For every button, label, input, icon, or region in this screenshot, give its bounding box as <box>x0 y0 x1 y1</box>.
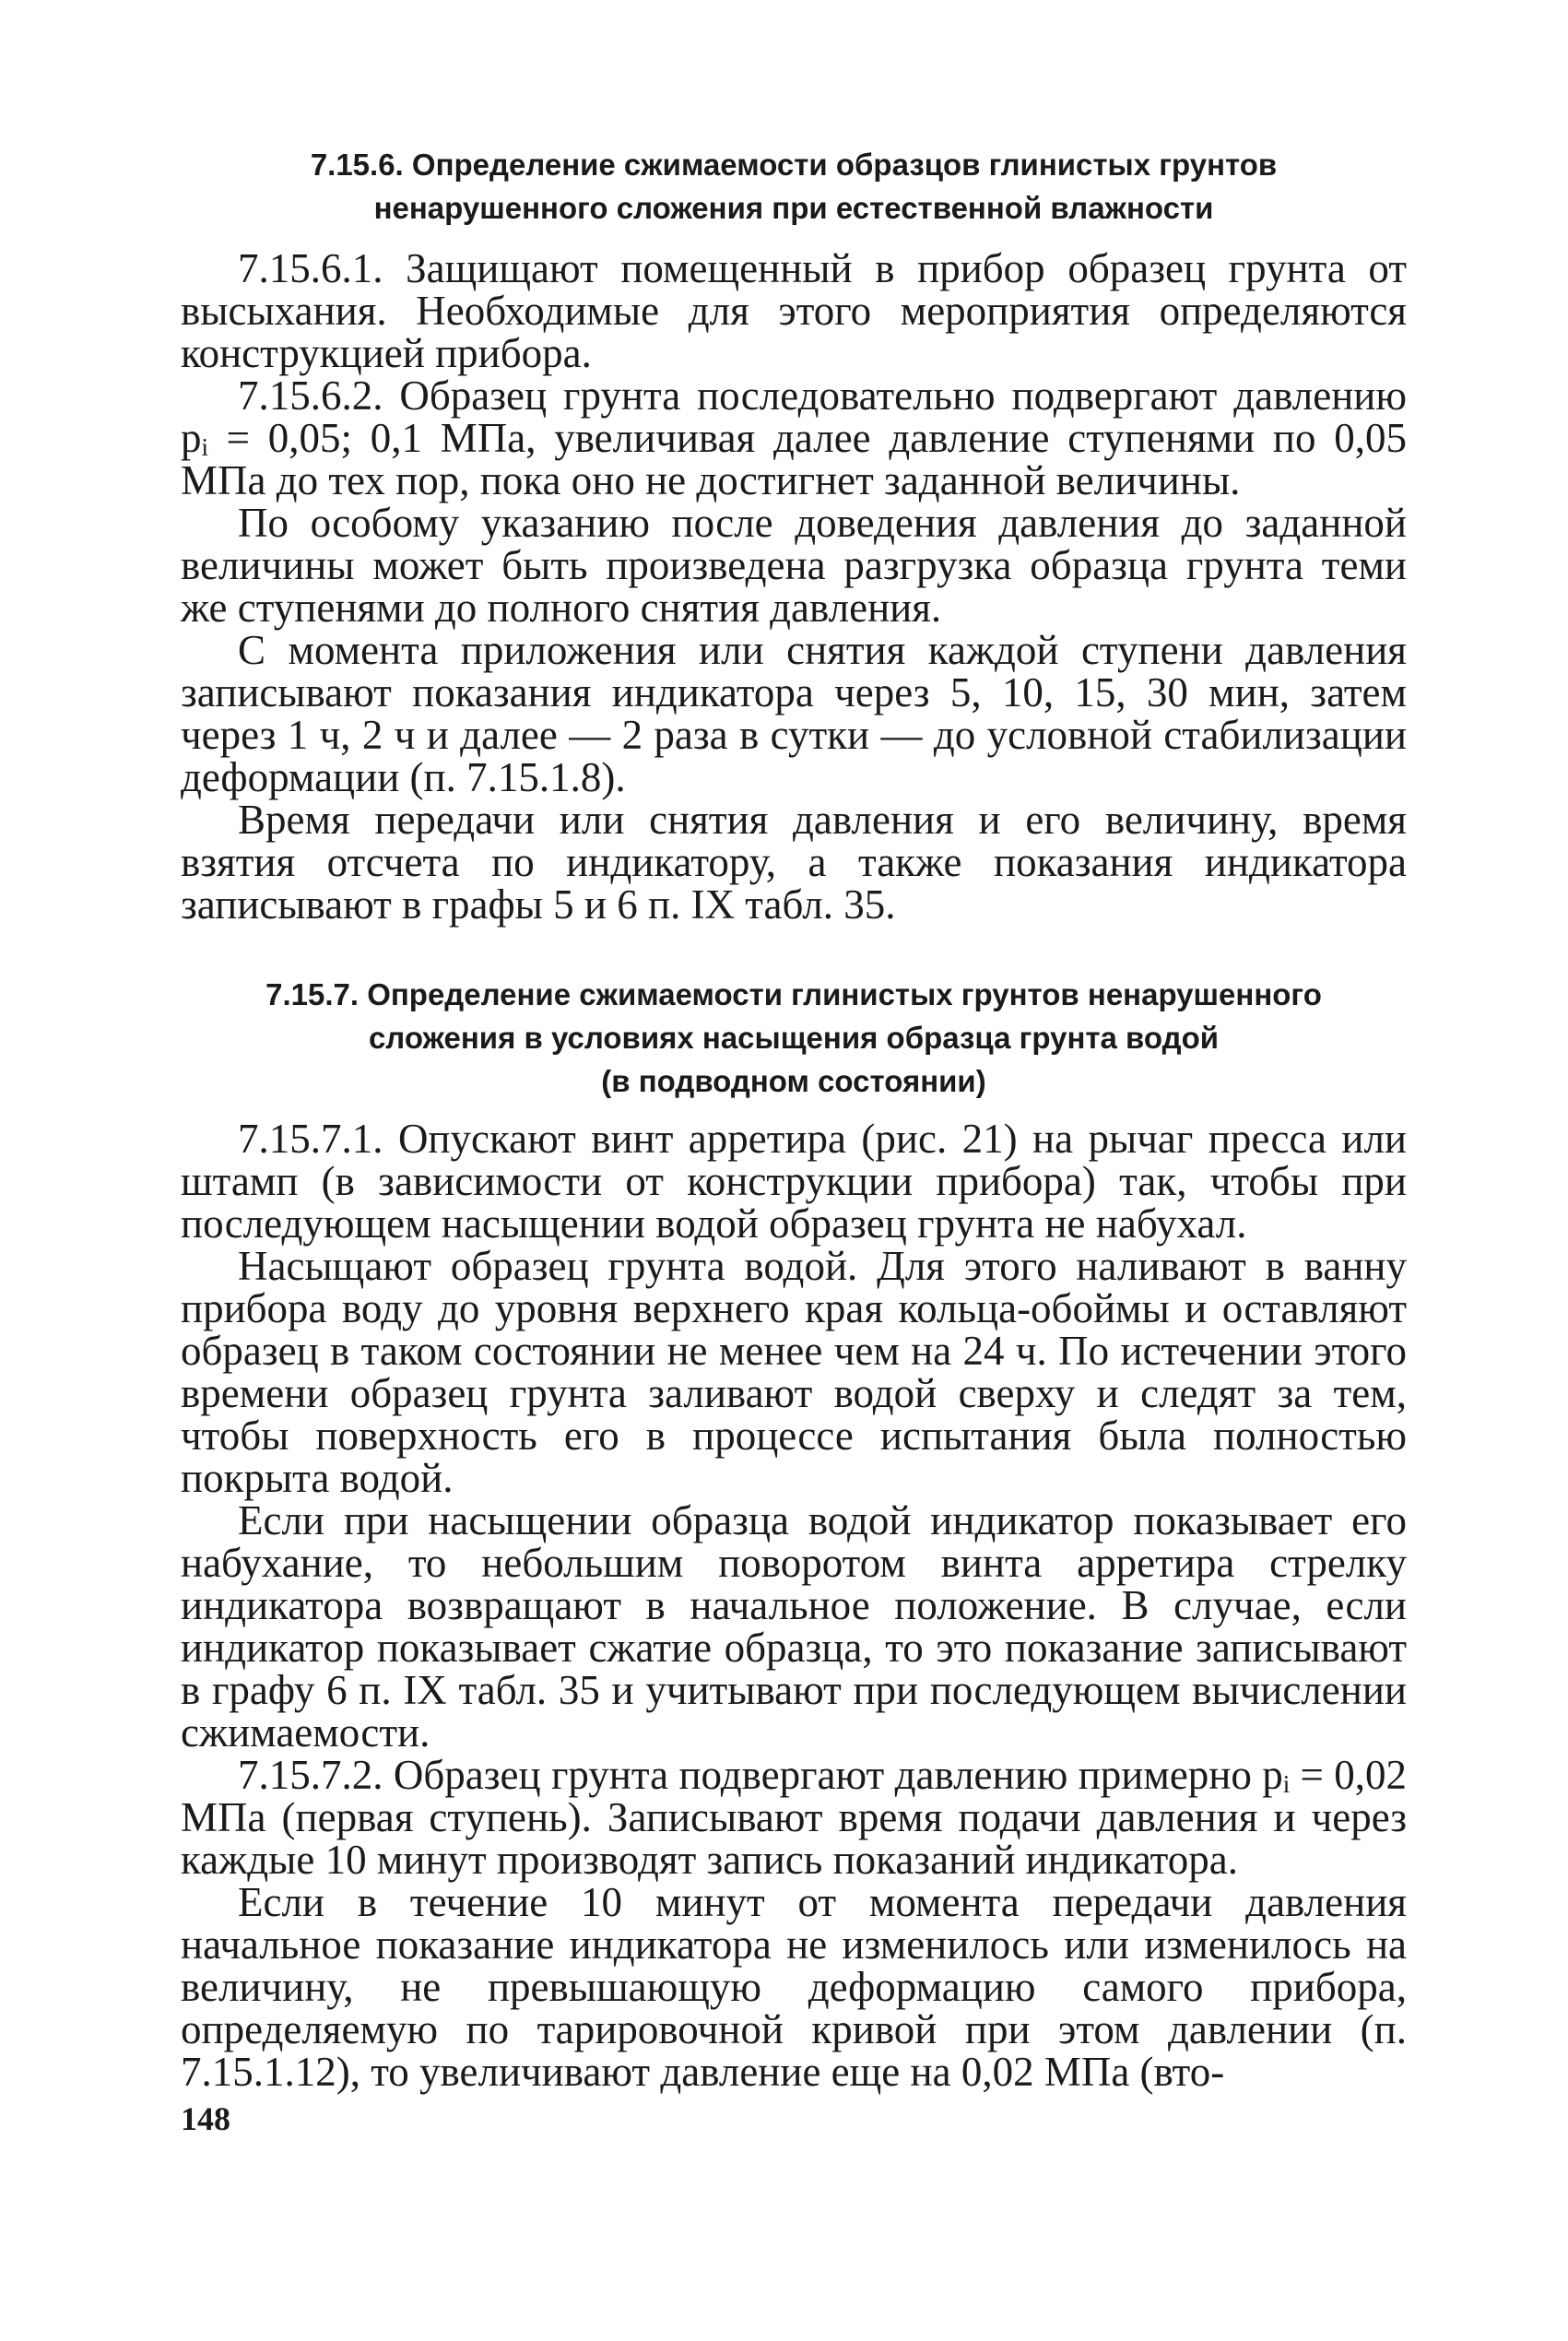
page-number: 148 <box>181 2100 230 2137</box>
paragraph: С момента приложения или снятия каждой ступени давления записывают показания индикатора через 5, 10, 15, 30 мин, затем через 1 ч, 2 ч и далее — 2 раза в сутки — до условной стабилизации деформации (п. 7.15.1.8). <box>181 627 1407 800</box>
paragraph: Насыщают образец грунта водой. Для этого наливают в ванну прибора воду до уровня верхнего края кольца-обоймы и оставляют образец в таком состоянии не менее чем на 24 ч. По истечении этого времени образец грунта заливают водой сверху и следят за тем, чтобы поверхность его в процессе испытания была полностью покрыта водой. <box>181 1243 1407 1501</box>
paragraph: 7.15.7.1. Опускают винт арретира (рис. 21) на рычаг пресса или штамп (в зависимости от конструкции прибора) так, чтобы при последующем насыщении водой образец грунта не набухал. <box>181 1116 1407 1247</box>
heading-line: ненарушенного сложения при естественной влажности <box>373 191 1214 225</box>
paragraph: Если в течение 10 минут от момента передачи давления начальное показание индикатора не изменилось или изменилось на величину, не превышающую деформацию самого прибора, определяемую по тарировочной кривой при этом давлении (п. 7.15.1.12), то увеличивают давление еще на 0,02 МПа (вто- <box>181 1879 1407 2095</box>
heading-line: 7.15.6. Определение сжимаемости образцов глинистых грунтов <box>310 148 1278 182</box>
section-body-7-15-6 <box>181 247 1407 926</box>
heading-line: 7.15.7. Определение сжимаемости глинистых грунтов ненарушенного <box>265 977 1322 1011</box>
section-heading-7-15-6 <box>181 143 1407 230</box>
paragraph: 7.15.6.1. Защищают помещенный в прибор образец грунта от высыхания. Необходимые для этого мероприятия определяются конструкцией прибора. <box>181 245 1407 376</box>
section-heading-7-15-7 <box>181 973 1407 1103</box>
paragraph: Время передачи или снятия давления и его величину, время взятия отсчета по индикатору, а также показания индикатора записывают в графы 5 и 6 п. IX табл. 35. <box>181 797 1407 928</box>
heading-line: (в подводном состоянии) <box>601 1064 986 1098</box>
paragraph: 7.15.7.2. Образец грунта подвергают давлению примерно pᵢ = 0,02 МПа (первая ступень). Записывают время подачи давления и через каждые 10 минут производят запись показаний индикатора. <box>181 1752 1407 1883</box>
section-body-7-15-7 <box>181 1117 1407 2093</box>
paragraph: Если при насыщении образца водой индикатор показывает его набухание, то небольшим поворотом винта арретира стрелку индикатора возвращают в начальное положение. В случае, если индикатор показывает сжатие образца, то это показание записывают в графу 6 п. IX табл. 35 и учитывают при последующем вычислении сжимаемости. <box>181 1497 1407 1756</box>
paragraph: По особому указанию после доведения давления до заданной величины может быть произведена разгрузка образца грунта теми же ступенями до полного снятия давления. <box>181 500 1407 631</box>
heading-line: сложения в условиях насыщения образца грунта водой <box>368 1021 1220 1055</box>
paragraph: 7.15.6.2. Образец грунта последовательно подвергают давлению pᵢ = 0,05; 0,1 МПа, увеличивая далее давление ступенями по 0,05 МПа до тех пор, пока оно не достигнет заданной величины. <box>181 372 1407 503</box>
